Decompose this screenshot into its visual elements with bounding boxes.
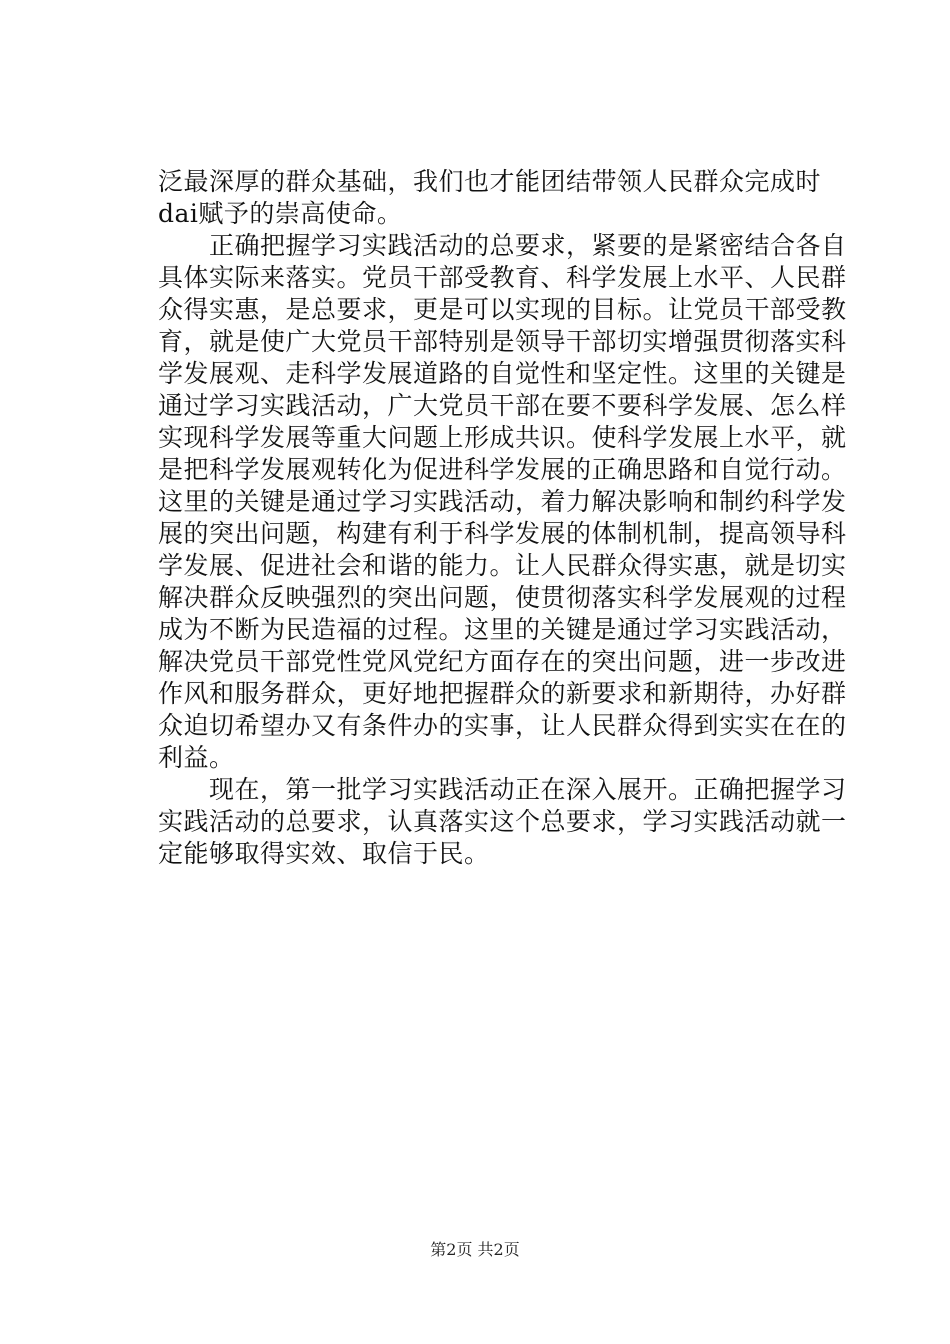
text-line: 泛最深厚的群众基础，我们也才能团结带领人民群众完成时 <box>158 167 822 196</box>
text-line: 育，就是使广大党员干部特别是领导干部切实增强贯彻落实科 <box>158 327 847 356</box>
text-line: 利益。 <box>158 743 235 772</box>
text-line: 现在，第一批学习实践活动正在深入展开。正确把握学习 <box>158 775 847 804</box>
text-line: 实现科学发展等重大问题上形成共识。使科学发展上水平，就 <box>158 423 847 452</box>
text-line: 解决群众反映强烈的突出问题，使贯彻落实科学发展观的过程 <box>158 583 847 612</box>
text-line: 是把科学发展观转化为促进科学发展的正确思路和自觉行动。 <box>158 455 847 484</box>
text-line: 作风和服务群众，更好地把握群众的新要求和新期待，办好群 <box>158 679 847 708</box>
text-line: 展的突出问题，构建有利于科学发展的体制机制，提高领导科 <box>158 519 847 548</box>
text-line: 学发展、促进社会和谐的能力。让人民群众得实惠，就是切实 <box>158 551 847 580</box>
document-body <box>158 166 847 870</box>
text-line: 具体实际来落实。党员干部受教育、科学发展上水平、人民群 <box>158 263 847 292</box>
text-line: 解决党员干部党性党风党纪方面存在的突出问题，进一步改进 <box>158 647 847 676</box>
text-line: 定能够取得实效、取信于民。 <box>158 839 490 868</box>
text-line: 成为不断为民造福的过程。这里的关键是通过学习实践活动， <box>158 615 847 644</box>
text-line: 众得实惠，是总要求，更是可以实现的目标。让党员干部受教 <box>158 295 847 324</box>
text-line: dai赋予的崇高使命。 <box>158 199 403 228</box>
text-line: 通过学习实践活动，广大党员干部在要不要科学发展、怎么样 <box>158 391 847 420</box>
text-line: 众迫切希望办又有条件办的实事，让人民群众得到实实在在的 <box>158 711 847 740</box>
page-footer: 第2页 共2页 <box>430 1240 520 1259</box>
text-line: 实践活动的总要求，认真落实这个总要求，学习实践活动就一 <box>158 807 847 836</box>
text-line: 正确把握学习实践活动的总要求，紧要的是紧密结合各自 <box>158 231 847 260</box>
text-line: 这里的关键是通过学习实践活动，着力解决影响和制约科学发 <box>158 487 847 516</box>
text-line: 学发展观、走科学发展道路的自觉性和坚定性。这里的关键是 <box>158 359 847 388</box>
